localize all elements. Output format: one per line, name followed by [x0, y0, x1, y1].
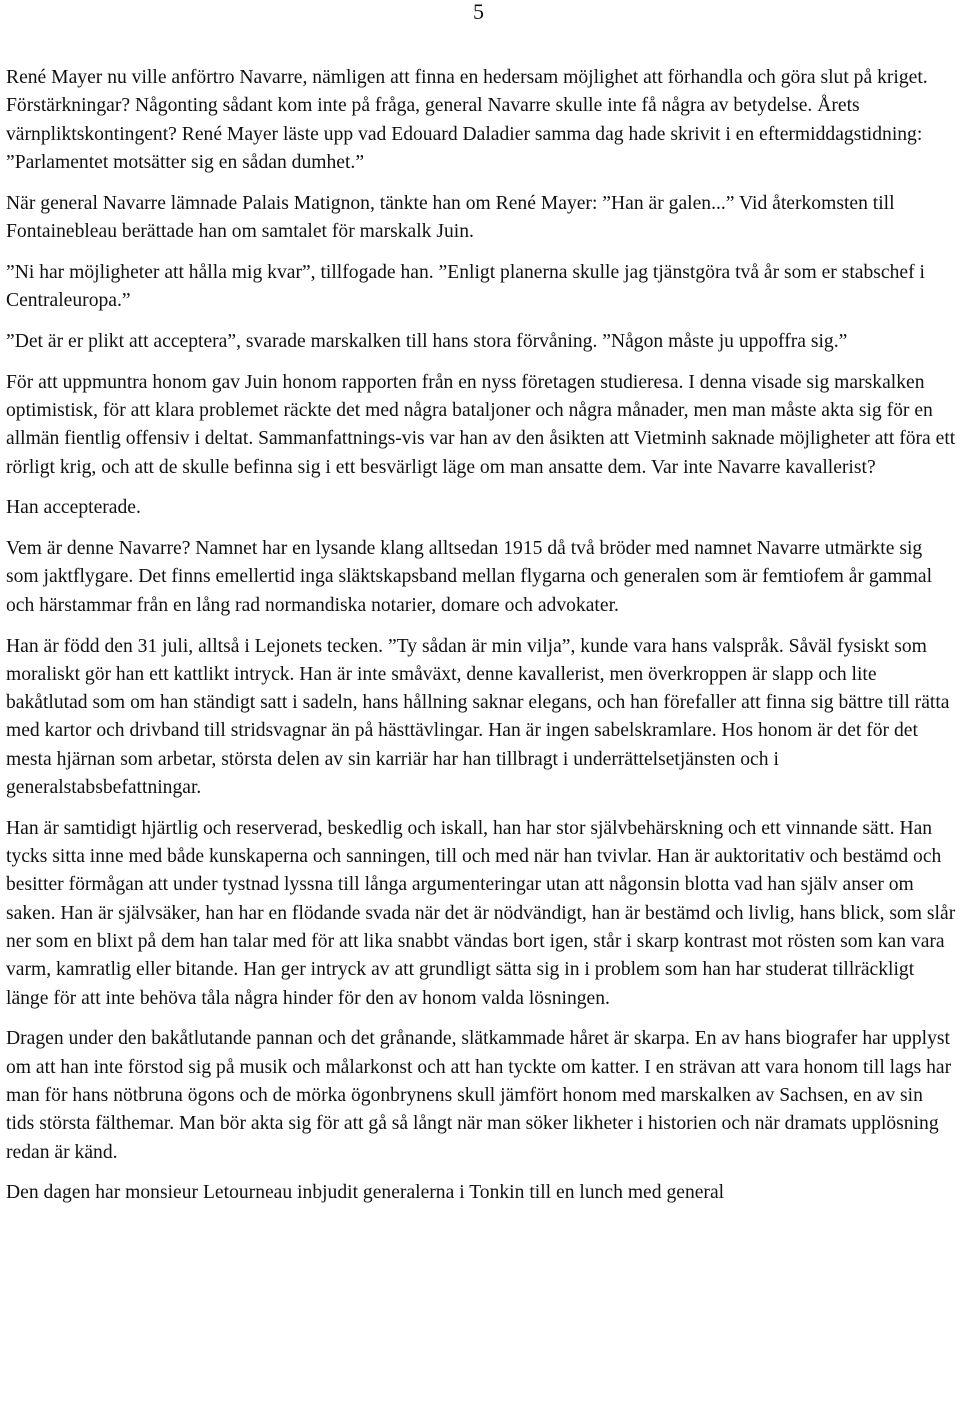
paragraph: Han är samtidigt hjärtlig och reserverad, beskedlig och iskall, han har stor självbehärskning och ett vinnande sätt. Han tycks sitta inne med både kunskaperna och sanningen, till och med när han tvivlar. Han är auktoritativ och bestämd och besitter förmågan att under tystnad lyssna till långa argumenteringar utan att någonsin blotta vad han själv anser om saken. Han är självsäker, han har en flödande svada när det är nödvändigt, han är bestämd och livlig, hans blick, som slår ner som en blixt på dem han talar med för att lika snabbt vändas bort igen, står i skarp kontrast mot rösten som kan vara varm, kamratlig eller bitande. Han ger intryck av att grundligt sätta sig in i problem som han har studerat tillräckligt länge för att inte behöva tåla några hinder för den av honom valda lösningen.	[6, 817, 956, 1009]
paragraph: När general Navarre lämnade Palais Matignon, tänkte han om René Mayer: ”Han är galen...” Vid återkomsten till Fontainebleau berättade han om samtalet för marskalk Juin.	[6, 192, 895, 242]
page-number: 5	[473, 0, 484, 24]
paragraph: Den dagen har monsieur Letourneau inbjudit generalerna i Tonkin till en lunch med general	[6, 1182, 725, 1204]
paragraph: Han accepterade.	[6, 497, 141, 519]
paragraph: ”Ni har möjligheter att hålla mig kvar”, tillfogade han. ”Enligt planerna skulle jag tjänstgöra två år som er stabschef i Centraleuropa.”	[6, 261, 925, 312]
paragraph: Dragen under den bakåtlutande pannan och det grånande, slätkammade håret är skarpa. En av hans biografer har upplyst om att han inte förstod sig på musik och målarkonst och att han tyckte om katter. I en strävan att vara honom till lags har man för hans nötbruna ögons och de mörka ögonbrynens skull jämfört honom med marskalken av Sachsen, en av sin tids största fälthemar. Man bör akta sig för att gå så långt när man söker likheter i historien och när dramats upplösning redan är känd.	[6, 1028, 952, 1163]
paragraph: Han är född den 31 juli, alltså i Lejonets tecken. ”Ty sådan är min vilja”, kunde vara hans valspråk. Såväl fysiskt som moraliskt gör han ett kattlikt intryck. Han är inte småväxt, denne kavallerist, men överkroppen är slapp och lite bakåtlutad som om han ständigt satt i sadeln, hans hållning saknar elegans, och han förefaller att finna sig bättre till rätta med kartor och drivband till stridsvagnar än på hästtävlingar. Han är ingen sabelskramlare. Hos honom är det för det mesta hjärnan som arbetar, största delen av sin karriär har han tillbragt i underrättelsetjänsten och i generalstabsbefattningar.	[6, 635, 950, 799]
document-body	[6, 64, 956, 1220]
paragraph: Vem är denne Navarre? Namnet har en lysande klang alltsedan 1915 då två bröder med namnet Navarre utmärkte sig som jaktflygare. Det finns emellertid inga släktskapsband mellan flygarna och generalen som är femtiofem år gammal och härstammar från en lång rad normandiska notarier, domare och advokater.	[6, 538, 933, 616]
paragraph: För att uppmuntra honom gav Juin honom rapporten från en nyss företagen studieresa. I denna visade sig marskalken optimistisk, för att klara problemet räckte det med några bataljoner och några månader, men man måste akta sig för en allmän fientlig offensiv i deltat. Sammanfattnings-vis var han av den åsikten att Vietminh saknade möjligheter att föra ett rörligt krig, och att de skulle befinna sig i ett besvärligt läge om man ansatte dem. Var inte Navarre kavallerist?	[6, 371, 956, 478]
paragraph: ”Det är er plikt att acceptera”, svarade marskalken till hans stora förvåning. ”Någon måste ju uppoffra sig.”	[6, 330, 848, 352]
paragraph: René Mayer nu ville anförtro Navarre, nämligen att finna en hedersam möjlighet att förhandla och göra slut på kriget. Förstärkningar? Någonting sådant kom inte på fråga, general Navarre skulle inte få några av betydelse. Årets värnpliktskontingent? René Mayer läste upp vad Edouard Daladier samma dag hade skrivit i en eftermiddagstidning: ”Parlamentet motsätter sig en sådan dumhet.”	[6, 67, 928, 173]
